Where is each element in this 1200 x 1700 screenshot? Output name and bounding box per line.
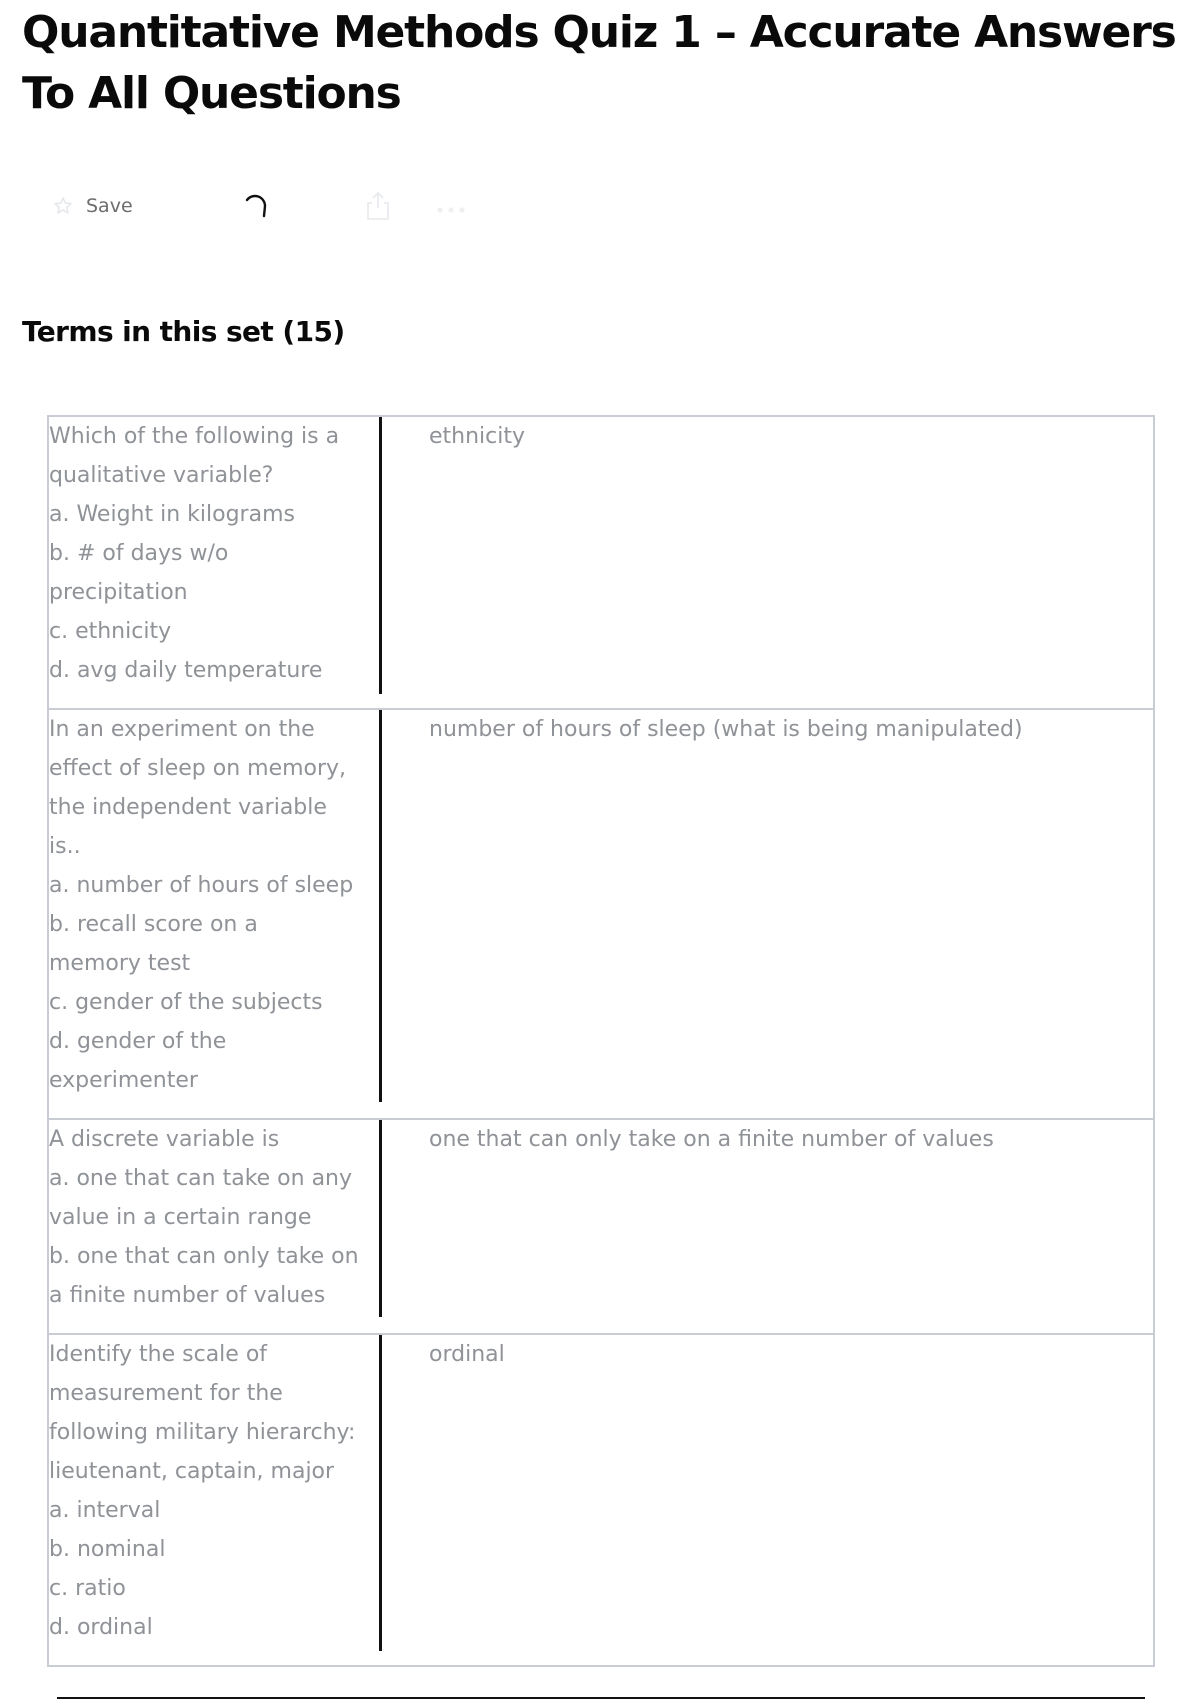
term-card [47,710,1155,1120]
definition-text: ethnicity [429,424,526,449]
terms-heading: Terms in this set (15) [22,315,345,348]
term-line: c. ethnicity [49,619,172,644]
term-line: a. number of hours of sleep [49,873,354,898]
term-line: b. nominal [49,1537,166,1562]
term-text [49,1335,382,1651]
term-line: A discrete variable is [49,1127,280,1152]
term-line: b. # of days w/o [49,541,229,566]
term-line: a. interval [49,1498,161,1523]
term-line: b. one that can only take on [49,1244,359,1269]
terms-table [47,415,1155,1667]
term-card [47,1335,1155,1667]
spinner-icon [242,192,270,225]
term-line: the independent variable [49,795,327,820]
term-line: d. gender of the [49,1029,227,1054]
save-label: Save [86,195,133,217]
term-line: Identify the scale of [49,1342,268,1367]
set-toolbar [52,188,552,226]
term-line: memory test [49,951,191,976]
term-card [47,1120,1155,1335]
term-text [49,1120,382,1317]
share-icon[interactable] [365,190,391,227]
term-line: effect of sleep on memory, [49,756,347,781]
divider [57,1697,1145,1699]
star-icon [52,195,74,217]
term-line: b. recall score on a [49,912,258,937]
term-line: lieutenant, captain, major [49,1459,335,1484]
term-line: value in a certain range [49,1205,312,1230]
term-line: c. gender of the subjects [49,990,323,1015]
term-line: a. Weight in kilograms [49,502,295,527]
term-card [47,415,1155,710]
term-line: experimenter [49,1068,198,1093]
term-line: c. ratio [49,1576,126,1601]
more-icon[interactable] [435,202,467,220]
term-text [49,710,382,1102]
term-line: qualitative variable? [49,463,274,488]
term-text [49,417,382,694]
term-line: a finite number of values [49,1283,326,1308]
term-line: measurement for the [49,1381,283,1406]
save-button[interactable] [52,191,133,221]
term-line: d. ordinal [49,1615,153,1640]
term-line: d. avg daily temperature [49,658,323,683]
definition-text: ordinal [429,1342,505,1367]
term-line: a. one that can take on any [49,1166,353,1191]
term-line: precipitation [49,580,188,605]
term-line: is.. [49,834,81,859]
term-line: following military hierarchy: [49,1420,356,1445]
definition-text: one that can only take on a finite number of values [429,1127,994,1152]
definition-text: number of hours of sleep (what is being manipulated) [429,717,1023,742]
page-title: Quantitative Methods Quiz 1 – Accurate Answers To All Questions [22,7,1176,119]
term-line: In an experiment on the [49,717,315,742]
term-line: Which of the following is a [49,424,340,449]
